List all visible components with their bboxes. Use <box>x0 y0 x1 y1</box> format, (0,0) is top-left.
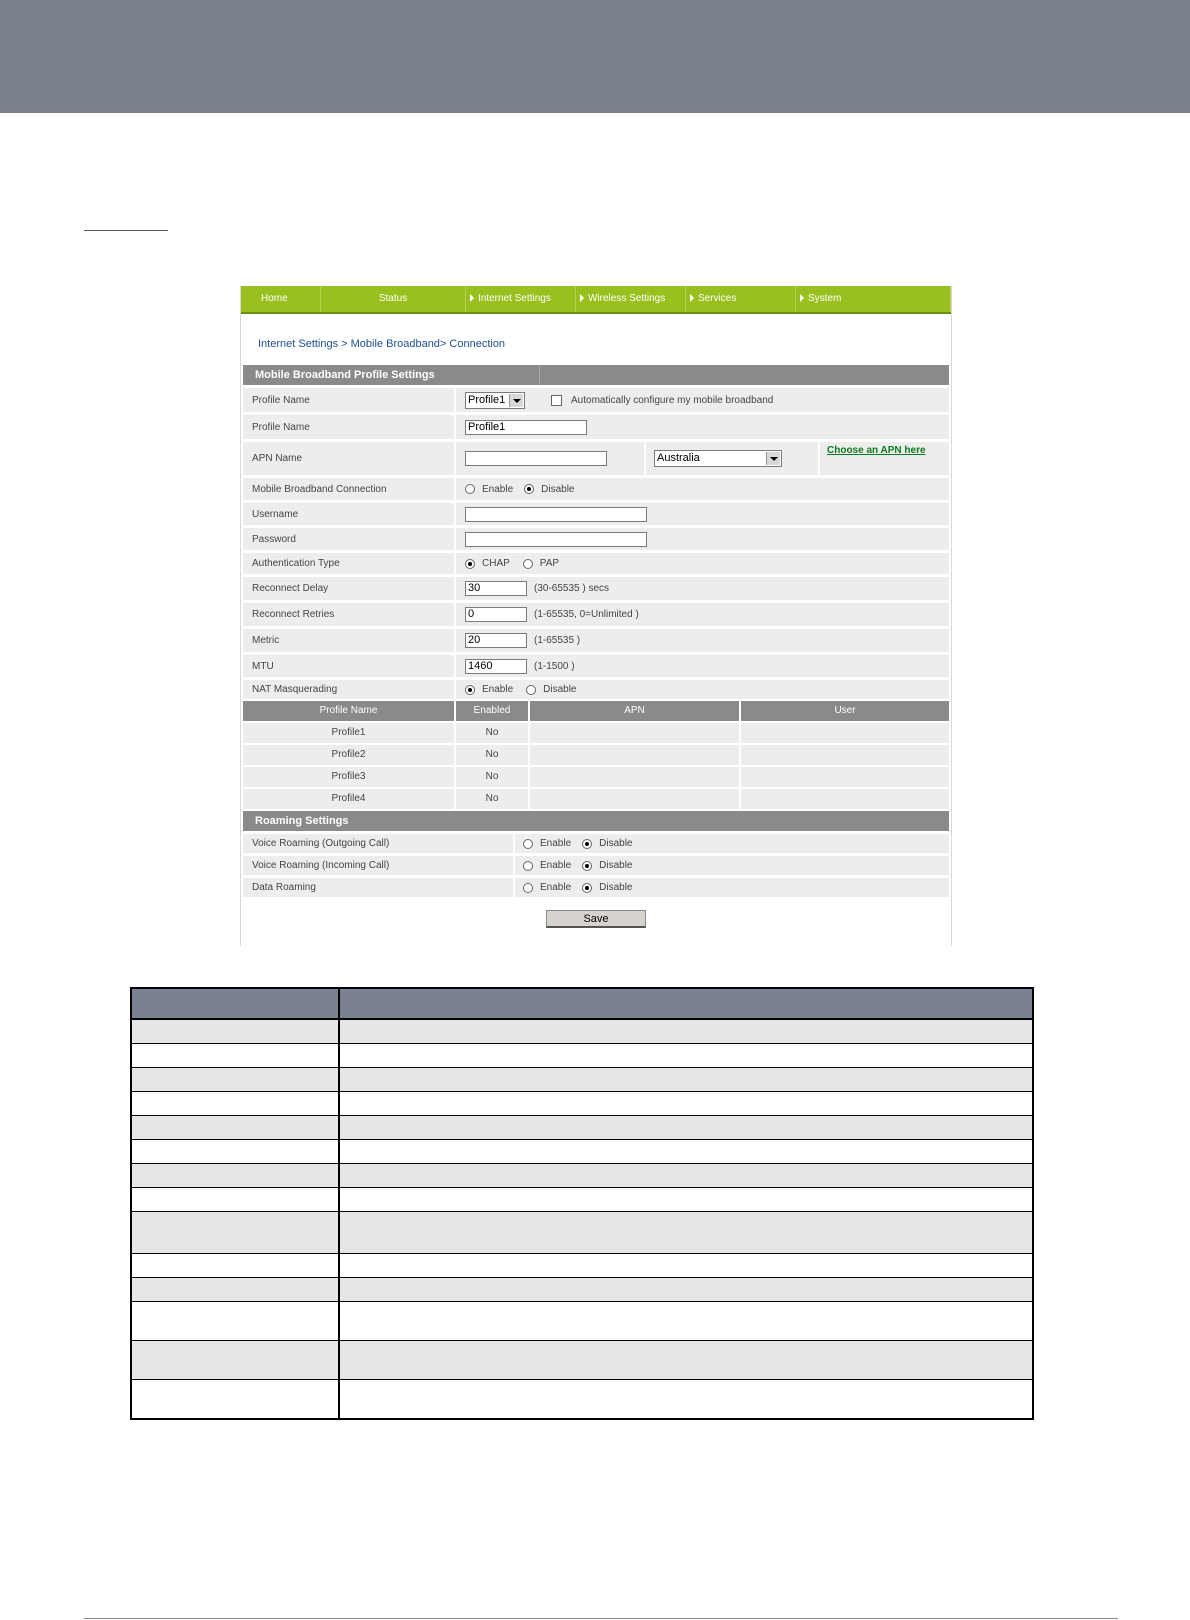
voice-out-disable-label: Disable <box>599 838 633 849</box>
profile-section-header <box>243 365 949 385</box>
nat-disable-label: Disable <box>543 684 577 695</box>
profile-select-row <box>243 388 949 412</box>
apn-cell <box>530 723 739 743</box>
reconnect-delay-input[interactable] <box>465 581 527 596</box>
connection-enable-label: Enable <box>482 483 514 495</box>
col-profile-name: Profile Name <box>319 705 378 716</box>
enabled-cell: No <box>485 749 499 760</box>
password-row <box>243 528 949 550</box>
nav-item-internet-settings[interactable] <box>466 286 576 312</box>
table-row <box>243 745 949 765</box>
connection-disable-label: Disable <box>541 483 575 495</box>
table-row <box>243 767 949 787</box>
voice-roaming-in-label: Voice Roaming (Incoming Call) <box>252 860 390 871</box>
table-row <box>132 1019 1032 1043</box>
table-row <box>132 1091 1032 1115</box>
breadcrumb: Internet Settings > Mobile Broadband> Connection <box>258 338 506 350</box>
profile-name-cell: Profile2 <box>331 749 366 760</box>
nav-item-label: Status <box>378 293 408 304</box>
auth-pap-label: PAP <box>539 558 560 569</box>
voice-in-enable-radio[interactable] <box>523 861 533 871</box>
table-row <box>132 1211 1032 1253</box>
auth-pap-radio[interactable] <box>523 559 533 569</box>
nat-disable-radio[interactable] <box>526 685 536 695</box>
nav-item-status[interactable] <box>321 286 466 312</box>
table-row <box>132 1277 1032 1301</box>
profiles-table-header <box>243 701 949 721</box>
voice-out-enable-label: Enable <box>540 838 572 849</box>
profile-select[interactable] <box>465 392 525 409</box>
table-row <box>132 1115 1032 1139</box>
nav-item-label: Home <box>261 293 288 304</box>
table-row <box>132 1163 1032 1187</box>
voice-in-enable-label: Enable <box>540 860 572 871</box>
profile-name-input[interactable] <box>465 420 587 435</box>
enabled-cell: No <box>485 771 499 782</box>
password-input[interactable] <box>465 532 647 547</box>
col-user: User <box>834 705 856 716</box>
metric-input[interactable] <box>465 633 527 648</box>
mtu-hint: (1-1500 ) <box>534 660 575 672</box>
table-row <box>132 1139 1032 1163</box>
mtu-input[interactable] <box>465 659 527 674</box>
nav-item-label: Wireless Settings <box>588 293 666 304</box>
data-enable-label: Enable <box>540 882 572 893</box>
nav-item-label: Internet Settings <box>478 293 551 304</box>
reconnect-retries-input[interactable] <box>465 607 527 622</box>
metric-hint: (1-65535 ) <box>534 635 581 646</box>
connection-row <box>243 478 949 500</box>
main-nav <box>241 286 951 314</box>
roaming-section-header <box>243 811 949 831</box>
apn-cell <box>530 789 739 809</box>
choose-apn-link[interactable]: Choose an APN here <box>827 445 926 456</box>
metric-row <box>243 629 949 652</box>
table-row <box>243 789 949 809</box>
reconnect-delay-label: Reconnect Delay <box>252 583 329 594</box>
auto-configure-label: Automatically configure my mobile broadband <box>571 394 774 406</box>
apn-cell <box>530 767 739 787</box>
top-banner <box>0 0 1190 113</box>
data-disable-radio[interactable] <box>582 883 592 893</box>
chevron-down-icon <box>509 394 523 407</box>
username-input[interactable] <box>465 507 647 522</box>
metric-label: Metric <box>252 635 280 646</box>
parameter-description-table <box>130 987 1034 1420</box>
auth-chap-label: CHAP <box>482 558 510 569</box>
roaming-section-title: Roaming Settings <box>255 815 349 827</box>
auth-chap-radio[interactable] <box>465 559 475 569</box>
table-row <box>132 1043 1032 1067</box>
profile-name-cell: Profile4 <box>331 793 366 804</box>
country-select[interactable] <box>654 450 782 467</box>
profile-select-label: Profile Name <box>252 394 310 406</box>
data-enable-radio[interactable] <box>523 883 533 893</box>
arrow-right-icon <box>580 294 584 302</box>
country-select-value: Australia <box>657 452 700 464</box>
username-label: Username <box>252 508 299 520</box>
username-row <box>243 503 949 525</box>
nav-item-system[interactable] <box>796 286 951 312</box>
user-cell <box>741 723 949 743</box>
voice-roaming-out-row <box>243 834 949 853</box>
table-row <box>132 1340 1032 1379</box>
profile-name-cell: Profile1 <box>331 727 366 738</box>
table-row <box>243 723 949 743</box>
nav-item-services[interactable] <box>686 286 796 312</box>
table-row <box>132 1379 1032 1418</box>
chevron-down-icon <box>766 452 780 465</box>
mtu-label: MTU <box>252 660 274 672</box>
auto-configure-checkbox[interactable] <box>551 395 562 406</box>
voice-out-enable-radio[interactable] <box>523 839 533 849</box>
apn-cell <box>530 745 739 765</box>
user-cell <box>741 767 949 787</box>
data-disable-label: Disable <box>599 882 633 893</box>
footer-rule <box>84 1618 1118 1619</box>
auth-row <box>243 553 949 574</box>
nat-label: NAT Masquerading <box>252 684 338 695</box>
reconnect-retries-label: Reconnect Retries <box>252 609 335 620</box>
user-cell <box>741 745 949 765</box>
apn-name-row <box>243 442 949 475</box>
arrow-right-icon <box>690 294 694 302</box>
nat-enable-radio[interactable] <box>465 685 475 695</box>
voice-roaming-in-row <box>243 856 949 875</box>
heading-underline <box>84 230 168 231</box>
voice-roaming-out-label: Voice Roaming (Outgoing Call) <box>252 838 390 849</box>
apn-name-input[interactable] <box>465 451 607 466</box>
nav-item-wireless-settings[interactable] <box>576 286 686 312</box>
voice-in-disable-radio[interactable] <box>582 861 592 871</box>
nav-item-label: Services <box>698 293 737 304</box>
nav-item-home[interactable] <box>241 286 321 312</box>
connection-enable-radio[interactable] <box>465 484 475 494</box>
nat-enable-label: Enable <box>482 684 514 695</box>
voice-out-disable-radio[interactable] <box>582 839 592 849</box>
save-button[interactable]: Save <box>546 910 646 928</box>
col-apn: APN <box>624 705 645 716</box>
data-roaming-row <box>243 878 949 897</box>
table-row <box>132 1187 1032 1211</box>
connection-disable-radio[interactable] <box>524 484 534 494</box>
profile-name-cell: Profile3 <box>331 771 366 782</box>
reconnect-delay-hint: (30-65535 ) secs <box>534 583 610 594</box>
profile-name-label: Profile Name <box>252 421 310 433</box>
table-row <box>132 1301 1032 1340</box>
desc-table-header <box>132 989 1032 1019</box>
arrow-right-icon <box>470 294 474 302</box>
profile-name-row <box>243 415 949 439</box>
enabled-cell: No <box>485 793 499 804</box>
reconnect-delay-row <box>243 577 949 600</box>
profile-select-value: Profile1 <box>468 393 506 406</box>
col-enabled: Enabled <box>473 705 511 716</box>
voice-in-disable-label: Disable <box>599 860 633 871</box>
connection-label: Mobile Broadband Connection <box>252 483 387 495</box>
reconnect-retries-row <box>243 603 949 626</box>
router-screenshot <box>240 286 952 946</box>
nat-row <box>243 680 949 699</box>
table-row <box>132 1067 1032 1091</box>
user-cell <box>741 789 949 809</box>
auth-label: Authentication Type <box>252 558 340 569</box>
table-row <box>132 1253 1032 1277</box>
profile-section-title: Mobile Broadband Profile Settings <box>255 369 435 381</box>
nav-item-label: System <box>808 293 842 304</box>
data-roaming-label: Data Roaming <box>252 882 316 893</box>
reconnect-retries-hint: (1-65535, 0=Unlimited ) <box>534 609 639 620</box>
apn-name-label: APN Name <box>252 453 303 464</box>
enabled-cell: No <box>485 727 499 738</box>
password-label: Password <box>252 533 296 545</box>
mtu-row <box>243 655 949 677</box>
arrow-right-icon <box>800 294 804 302</box>
